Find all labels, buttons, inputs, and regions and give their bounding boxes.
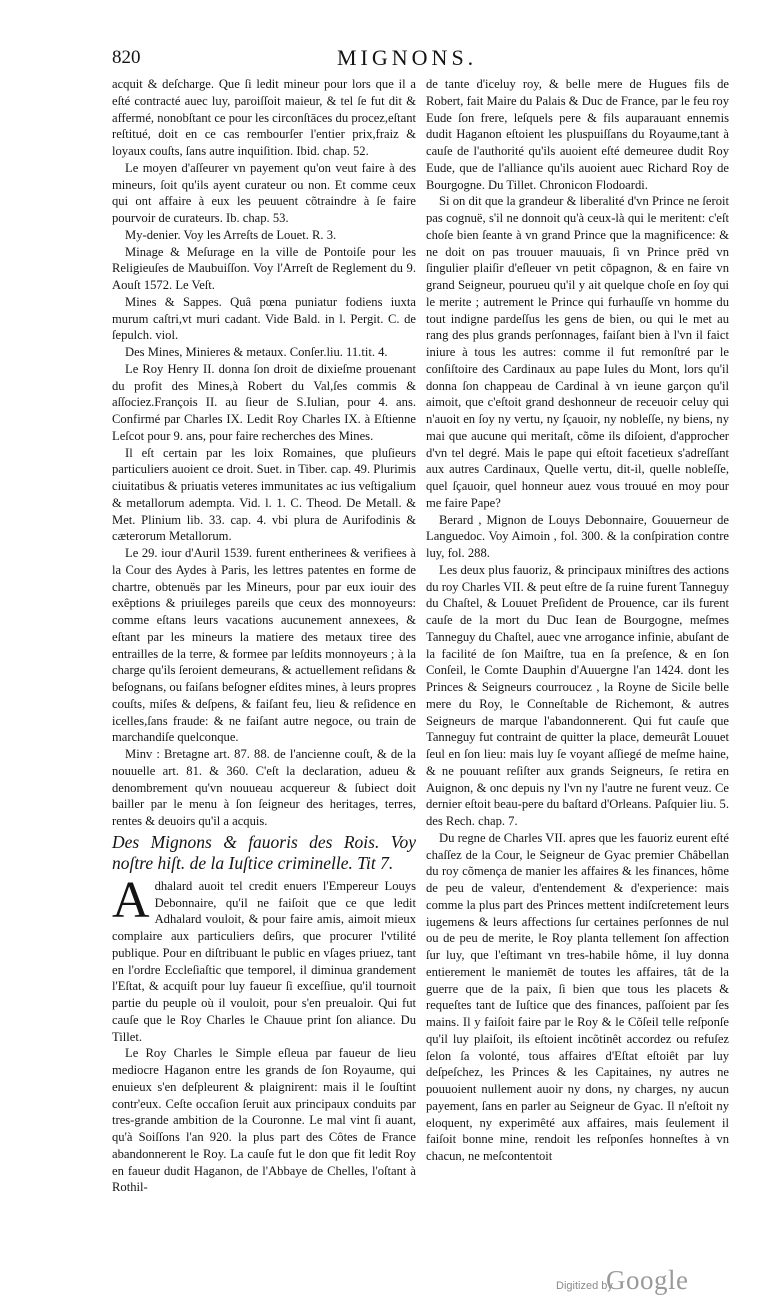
left-column [112, 76, 416, 1196]
paragraph: Si on dit que la grandeur & liberalité d'vn Prince ne ſeroit pas cognuë, s'il ne donnoit qu'à ceux-là qui le meritent: c'eſt choſe bien ſeante à vn grand Prince que la magnificence: & ne doit on pas trouuer mauuais, ſi vn Prince prēd vn ſingulier plaiſir d'eſleuer vn petit cõpagnon, & en faire vn grand Seigneur, pourueu qu'il y ait quelque choſe en ſoy qui le merite ; autrement le Prince qui furhauſſe vn homme du tout indigne pardeſſus les gens de bien, ou qui le met au rang des plus grands perſonnages, faiſant bien à l'vn il faict iniure à tous les autres: comme il fut remonſtré par le conſiſtoire des Cardinaux au pape Iules du Mont, lors qu'il donna ſon chappeau de Cardinal à vn ieune garçon qu'il aimoit, que c'eſtoit grand deshonneur de receuoir celuy qui n'auoit en ſoy ny vertu, ny ſçauoir, ny nobleſſe, ny biens, ny mai que aucune qui meritaſt, cõme ils diſoient, d'approcher d'vn tel degré. Mais le pape qui eſtoit facetieux s'adreſſant aux autres Cardinaux, Quelle vertu, dit-il, quelle nobleſſe, quel ſçauoir, quel honneur auez vous trouué en moy pour me faire Pape? [426, 194, 729, 510]
paragraph: Minage & Meſurage en la ville de Pontoiſe pour les Religieuſes de Maubuiſſon. Voy l'Arreſt de Reglement du 9. Aouſt 1572. Le Veſt. [112, 244, 416, 292]
paragraph: Le Roy Charles le Simple eſleua par faueur de lieu mediocre Haganon entre les grands de ſon Royaume, qui enuieux s'en deſpleurent & plaignirent: mais il le ſouſtint contr'eux. Ceſte occaſion ſeruit aux principaux conduits par tres-grande ambition de la Couronne. Le mal vint ſi auant, qu'à Soiſſons l'an 920. la plus part des Côtes de France abandonnerent le Roy. La cauſe fut le don que fit ledit Roy en faueur dudit Haganon, de l'Abbaye de Chelles, l'oſtant à Rothil- [112, 1046, 416, 1195]
paragraph: Mines & Sappes. Quâ pœna puniatur fodiens iuxta murum caſtri,vt muri cadant. Vide Bald. in l. Pergit. C. de ſepulch. viol. [112, 294, 416, 343]
paragraph: Les deux plus fauoriz, & principaux miniſtres des actions du roy Charles VII. & peut eſtre de ſa ruine furent Tanneguy du Chaſtel, & Louuet Preſident de Prouence, car ils furent cauſe de la mort du Duc Iean de Bourgogne, meſmes Tanneguy du Chaſtel, auec vne arrogance infinie, abuſant de la facilité de ſon Maiſtre, tua en ſa preſence, & en ſon Conſeil, le Comte Dauphin d'Auuergne l'an 1424. dont les Princes & Seigneurs courroucez , la Royne de Sicile belle mere du Roy, le Conneſtable de Richemont, & autres Seigneurs de marque l'abandonnerent. Qui fut cauſe que Tanneguy fut contraint de quitter la place, demeurât Louuet ſeul en ſon lieu: mais luy ſe voyant aſſiegé de meſme haine, & ne pouuant reſiſter aux grands Seigneurs, ſe retira en Auignon, & onc depuis ny l'vn ny l'autre ne furent veuz. Ce dernier eſtoit beau-pere du baſtard d'Orleans. Paſquier liu. 5. des Rech. chap. 7. [426, 562, 729, 828]
paragraph: Il eſt certain par les loix Romaines, que pluſieurs particuliers auoient ce droit. Suet. in Tiber. cap. 49. Plurimis ciuitatibus & priuatis veteres immunitates ac ius veſtigalium & metallorum adempta. Vid. l. 1. C. Theod. De Metall. & Met. Plinium lib. 33. cap. 4. vbi plura de Aurifodinis & cæterorum Metallorum. [112, 445, 416, 544]
section-heading: Des Mignons & fauoris des Rois. Voy noſtre hiſt. de la Iuſtice criminelle. Tit 7. [112, 831, 416, 873]
page-number: 820 [112, 47, 141, 68]
paragraph: Le 29. iour d'Auril 1539. furent entherinees & verifiees à la Cour des Aydes à Paris, les lettres patentes en forme de chartre, obtenuës par les Mineurs, pour par eux iouir des exêptions & priuileges pareils que ceux des monnoyeurs: comme eſtans leurs vacations aucunement annexees, & eſtant par les mineurs la matiere des metaux tiree des entrailles de la terre, & formee par leſdits monnoyeurs ; à la charge qu'ils ſeroient demeurans, & actuellement reſidans & beſognans, ou faiſans beſogner eſdites mines, à leurs propres couſts, miſes & deſpens, & faiſant feu, lieu & reſidence en icelles,ſans fraude: & ne faiſant autre negoce, ou train de marchandiſe quelconque. [112, 546, 416, 745]
paragraph: acquit & deſcharge. Que ſi ledit mineur pour lors que il a eſté contracté auec luy, paroiſſoit maieur, & tel ſe fut dit & affermé, nonobſtant ce pour les circonſtāces du procez,eſtant reſtitué, doit en ce cas rembourſer l'entier prix,fraiz & loyaux couſts, ſans autre inquiſition. Ibid. chap. 52. [112, 77, 416, 158]
paragraph: Le Roy Henry II. donna ſon droit de dixieſme prouenant du profit des Mines,à Robert du Val,ſes commis & aſſociez.François II. au ſieur de S.Iulian, pour 4. ans. Confirmé par Charles IX. Ledit Roy Charles IX. à Eſtienne Leſcot pour 9. ans, pour faire recherches des Mines. [112, 361, 416, 443]
running-title: MIGNONS. [337, 45, 478, 70]
page-header [112, 46, 712, 72]
paragraph: Minv : Bretagne art. 87. 88. de l'ancienne couſt, & de la nouuelle art. 81. & 360. C'eſt la declaration, adueu & denombrement qu'vn nouueau acquereur & ſubiect doit bailler par le menu à ſon ſeigneur des heritages, terres, rentes & deuoirs qu'il a acquis. [112, 747, 416, 828]
paragraph: My-denier. Voy les Arreſts de Louet. R. 3. [125, 227, 337, 242]
paragraph: Des Mines, Minieres & metaux. Conſer.liu. 11.tit. 4. [125, 345, 388, 359]
paragraph: Berard , Mignon de Louys Debonnaire, Gouuerneur de Languedoc. Voy Aimoin , fol. 300. & la conſpiration contre luy, fol. 288. [426, 512, 729, 560]
paragraph-dropcap: Adhalard auoit tel credit enuers l'Empereur Louys Debonnaire, qu'il ne faiſoit que ce que ledit Adhalard vouloit, & pour faire amis, aimoit mieux complaire aux particuliers deſirs, que procurer l'vtilité publique. Pour en diſtribuant le public en vſages priuez, tant en l'ordre Eccleſiaſtic que temporel, il diminua grandement l'Eſtat, & acquiſt pour luy faueur ſi exceſſiue, qu'il tournoit partie du peuple où il vouloit, pour s'en preualoir. Qui fut cauſe que le Roy Charles le Chauue print ſon aliance. Du Tillet. [112, 871, 416, 1044]
right-column [426, 76, 729, 1165]
digitized-watermark [556, 1262, 716, 1302]
google-logo: Google [606, 1265, 689, 1295]
digitized-label: Digitized by [556, 1280, 613, 1292]
paragraph: Le moyen d'aſſeurer vn payement qu'on veut faire à des mineurs, ſoit qu'ils ayent curateur ou non. Et comme ceux qui ont affaire à eux les peuuent cõtraindre à ſe faire pourvoir de curateurs. Ib. chap. 53. [112, 160, 416, 225]
paragraph: Du regne de Charles VII. apres que les fauoriz eurent eſté chaſſez de la Cour, le Seigneur de Gyac premier Châbellan du roy cõmença de manier les affaires & les finances, hôme de peu de valeur, d'entendement & d'experience: mais comme la plus part des Princes mettent indiſcretement leurs iugemens & leurs affections ſur certaines perſonnes de nul ou de peu de merite, le Roy planta tellement ſon affection ſur luy, que l'eſtimant vn tres-habile hôme, il luy donna entierement le maniemēt de toutes les affaires, tât de la guerre que de la paix, ſi bien que tous les placets & requeſtes tant de Iuſtice que des finances, paſſoient par ſes mains. Il y faiſoit faire par le Roy & le Cõſeil telle reſponſe qu'il luy plaiſoit, ils eſtoient incõtinêt accordez ou refuſez ſelon ſa volonté, tous affaires d'Eſtat eſtoiêt par luy deſpeſchez, les Princes & les Capitaines, ny autres ne pouuoient nullement auoir ny dons, ny charges, ny aucun payement, ſans en parler au Seigneur de Gyac. Il n'eſtoit ny eloquent, ny experimêté aux affaires, mais ſeulement il faiſoit bonne mine, rendoit les reſponſes honneſtes à vn chacun, ne meſcontentoit [426, 830, 729, 1163]
paragraph: de tante d'iceluy roy, & belle mere de Hugues fils de Robert, fait Maire du Palais & Duc de France, par le feu roy Eude ſon frere, leſquels pere & fils auparauant ennemis dudit Haganon eſtoient les pluspuiſſans du Royaume,tant à cauſe de l'authorité qu'ils auoient eſté demeuree dudit Roy Eude, que de l'alliance qu'ils auoient auec Richard Roy de Bourgogne. Du Tillet. Chronicon Flodoardi. [426, 77, 729, 192]
